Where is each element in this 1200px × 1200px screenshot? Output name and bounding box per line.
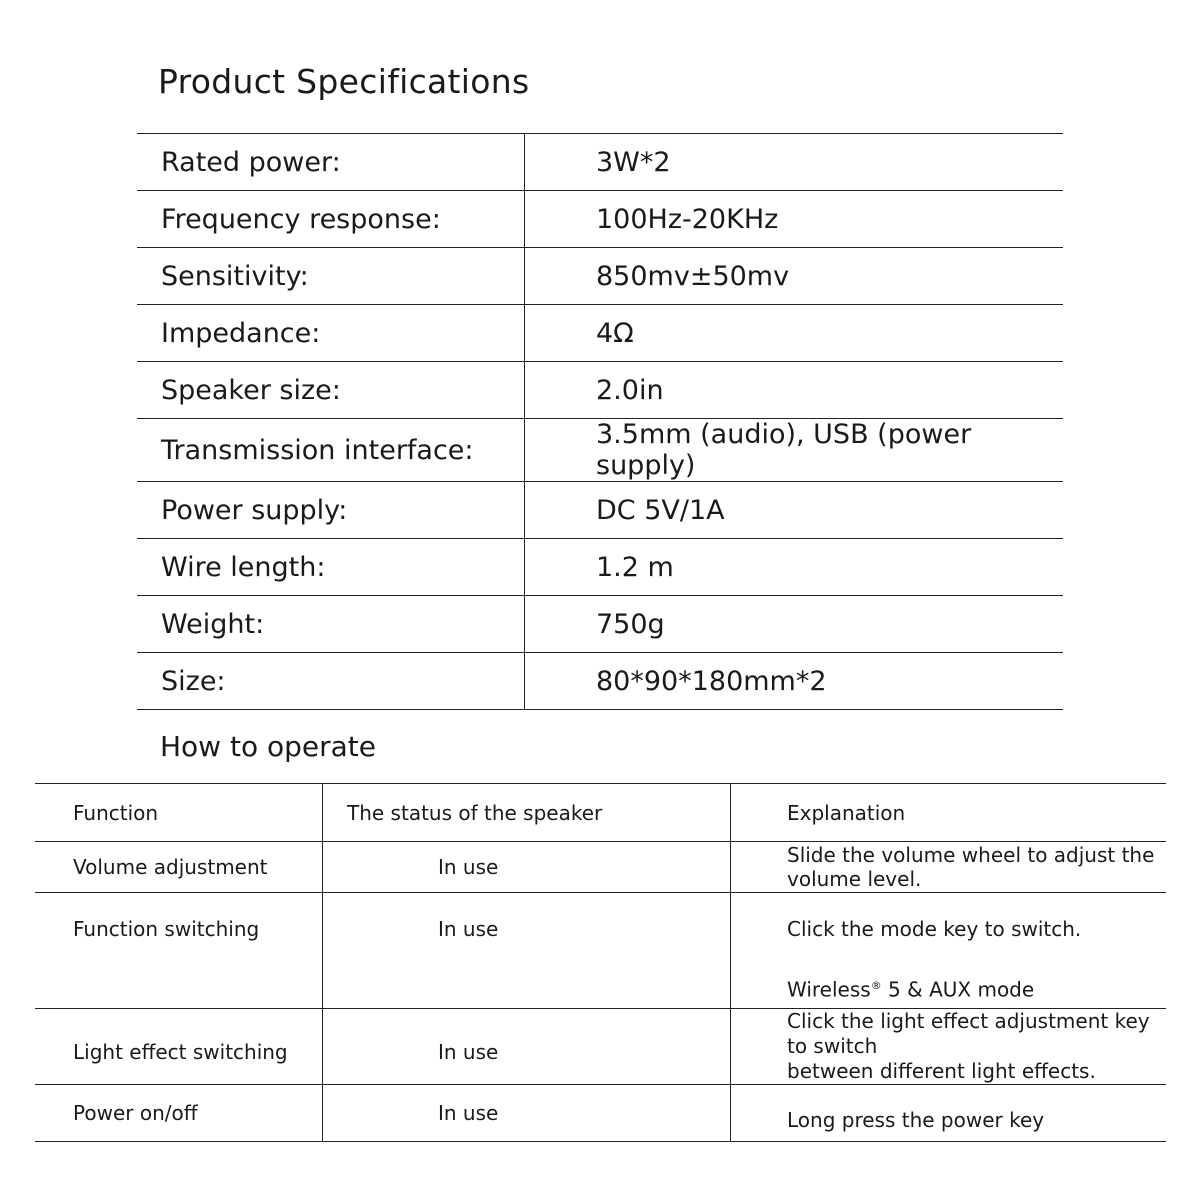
spec-label: Impedance: <box>137 305 525 362</box>
header-function: Function <box>35 784 323 842</box>
spec-row <box>137 653 1063 710</box>
spec-label: Power supply: <box>137 482 525 539</box>
explanation-line-2 <box>787 973 1166 1003</box>
explanation-line-2a: Wireless <box>787 977 871 1002</box>
spec-value: 100Hz-20KHz <box>596 203 779 235</box>
operate-row <box>35 842 1166 893</box>
spec-title: Product Specifications <box>158 62 530 101</box>
spec-row <box>137 362 1063 419</box>
spec-value: 2.0in <box>596 374 664 406</box>
operate-row <box>35 1009 1166 1085</box>
function-cell: Light effect switching <box>35 1009 323 1085</box>
spec-row <box>137 305 1063 362</box>
explanation-cell <box>731 893 1167 1009</box>
explanation-cell: Long press the power key <box>787 1108 1045 1132</box>
explanation-cell: Slide the volume wheel to adjust the volume level. <box>787 843 1155 891</box>
spec-row <box>137 596 1063 653</box>
spec-row <box>137 419 1063 482</box>
spec-row <box>137 482 1063 539</box>
header-status: The status of the speaker <box>323 784 731 842</box>
header-explanation: Explanation <box>787 800 906 825</box>
operate-header-row <box>35 784 1166 842</box>
status-cell: In use <box>323 1009 731 1085</box>
spec-value: 3W*2 <box>596 146 671 178</box>
spec-label: Transmission interface: <box>137 419 525 482</box>
status-cell: In use <box>323 842 731 893</box>
explanation-line: Click the light effect adjustment key to switch <box>787 1009 1150 1058</box>
spec-value: 80*90*180mm*2 <box>596 665 827 697</box>
explanation-line-2b: 5 & AUX mode <box>881 977 1035 1002</box>
spec-label: Wire length: <box>137 539 525 596</box>
explanation-cell <box>731 1009 1167 1085</box>
operate-table <box>35 783 1166 1142</box>
spec-value: 850mv±50mv <box>596 260 790 292</box>
spec-label: Speaker size: <box>137 362 525 419</box>
spec-label: Weight: <box>137 596 525 653</box>
function-cell: Power on/off <box>35 1085 323 1142</box>
operate-title: How to operate <box>160 730 377 763</box>
spec-value: 1.2 m <box>596 551 674 583</box>
spec-value: DC 5V/1A <box>596 494 725 526</box>
registered-mark: ® <box>870 979 882 992</box>
explanation-line: Click the mode key to switch. <box>787 917 1082 941</box>
spec-value: 3.5mm (audio), USB (power supply) <box>596 419 972 481</box>
spec-row <box>137 248 1063 305</box>
operate-row <box>35 893 1166 1009</box>
status-cell: In use <box>323 1085 731 1142</box>
spec-row <box>137 539 1063 596</box>
spec-row <box>137 134 1063 191</box>
explanation-line-2: between different light effects. <box>787 1059 1096 1083</box>
spec-value: 750g <box>596 608 665 640</box>
function-cell: Volume adjustment <box>35 842 323 893</box>
spec-row <box>137 191 1063 248</box>
spec-table <box>137 133 1063 710</box>
spec-label: Rated power: <box>137 134 525 191</box>
status-cell: In use <box>323 893 731 1009</box>
spec-label: Sensitivity: <box>137 248 525 305</box>
function-cell: Function switching <box>35 893 323 1009</box>
operate-row <box>35 1085 1166 1142</box>
spec-value: 4Ω <box>596 317 634 349</box>
spec-label: Size: <box>137 653 525 710</box>
spec-label: Frequency response: <box>137 191 525 248</box>
